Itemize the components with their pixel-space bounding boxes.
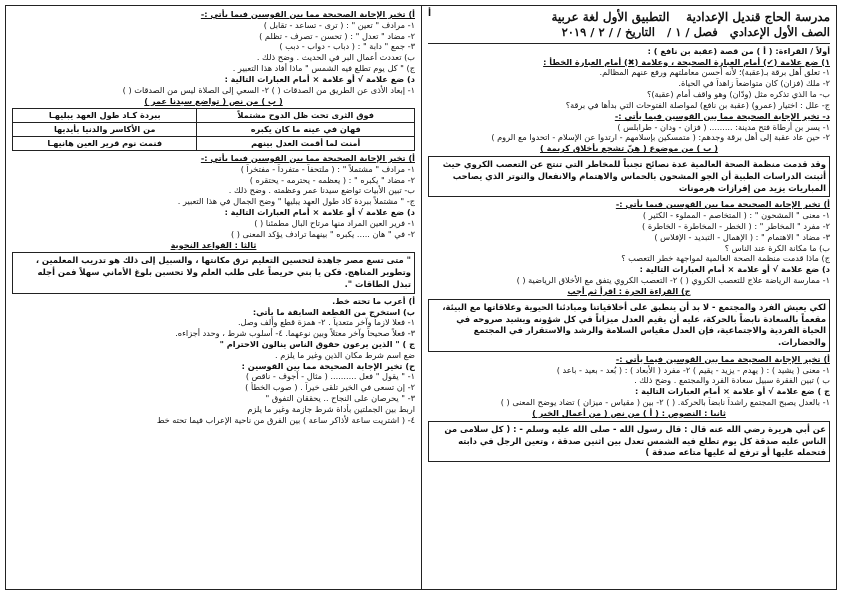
grammar-passage: " متى تسع مصر جاهدة لتحسين التعليم ترق مكانتها ، والسبيل إلى ذلك هو تدريب المعلمين ، وتطوير المناهج. فكن يا بني حريصاً على طلب العلم ولا تحسبن بلوغ الأماني سهلاً فمن أجله تبذل الطاقات ". — [12, 252, 415, 293]
subsection-title: ج) القراءة الحرة : اقرأ ثم أجب — [567, 285, 691, 296]
question-line: اربط بين الجملتين بأداة شرط جازمة وغير ما يلزم — [247, 403, 415, 414]
poem-table — [12, 108, 415, 150]
question-line: ١- ممارسة الرياضة علاج للتعصب الكروي ( ) ٢- التعصب الكروي يتفق مع الأخلاق الرياضية ( ) — [516, 275, 830, 286]
question-line: ٢- إن تسعى في الخير تلقى خيراً . ( صوب الخطأ ) — [245, 382, 415, 393]
left-column — [6, 6, 421, 589]
subsection-title: ( ب ) من نص ( تواضع سيدنا عمر ) — [144, 95, 283, 106]
school-name: مدرسة الحاج قنديل الإعدادية — [686, 10, 830, 24]
question-line: ب) تعددت أعمال البر في الحديث . وضح ذلك . — [256, 52, 415, 63]
question-heading: د) ضع علامة √ أو علامة × أمام العبارات التالية : — [639, 264, 830, 275]
grade-label: الصف الأول الإعدادي — [729, 25, 830, 40]
question-line: ج) ماذا قدمت منظمة الصحة العالمية لمواجهة خطر التعصب ؟ — [621, 253, 830, 264]
question-line: ١- مرادف " تعين " : ( ترى - تساعد - تقابل ) — [263, 19, 415, 30]
question-line: ج) " كل يوم تطلع فيه الشمس " ماذا أفاد هذا التعبير . — [232, 63, 415, 74]
question-heading: أ) أعرب ما تحته خط. — [332, 295, 415, 306]
question-line: ب- تبين الأبيات تواضع سيدنا عمر وعظمته . وضح ذلك . — [228, 185, 415, 196]
poem-hemistich: فنمت نوم قرير العين هانيهـا — [13, 137, 197, 151]
question-line: ١- إبعاد الأذى عن الطريق من الصدقات ( ) ٢- السعي إلى الصلاة ليس من الصدقات ( ) — [122, 84, 415, 95]
question-heading: أ) تخير الإجابة الصحيحة مما بين القوسين فيما يأتي :- — [200, 9, 415, 19]
question-line: ٢- حين عاد عقبة إلى أهل برقة وجدهم: ( متمسكين بإسلامهم - ارتدوا عن الإسلام - اتحدوا مع الروم ) — [491, 132, 830, 143]
hadith-passage: عن أبي هريرة رضي الله عنه قال : قال رسول الله - صلى الله عليه وسلم - : ( كل سلامى من الناس عليه صدقة كل يوم تطلع فيه الشمس تعدل بين اثنين صدقة ، وتعين الرجل في دابته فتحمله عليها أو ترفع له عليها متاعه صدقة ) — [428, 421, 830, 462]
question-heading: ح) تخير الإجابة الصحيحة مما بين القوسين : — [241, 360, 415, 371]
question-line: ١- معنى ( يشيد ) : ( يهدم - يزيد - يقيم ) ٢- مفرد ( الأبعاد ) : ( بُعد - بعيد - باعد ) — [556, 364, 830, 375]
subsection-title: ( ب ) من موضوع ( هنّ تشجع بأخلاق كريمة ) — [540, 143, 718, 154]
right-column — [421, 6, 836, 589]
question-line: ٢- مضاد " يكبره " : ( يعظمه - يحترمه - يحتقره ) — [249, 174, 415, 185]
question-line: ٢- مفرد " المخاطر " : ( الخطر - المخاطرة - الخاطرة ) — [642, 220, 830, 231]
question-line: ١- معنى " المشحون " : ( المتخاصم - المملوء - الكثير ) — [642, 210, 830, 221]
poem-hemistich: ببردة كـاد طول العهد يبليهـا — [13, 109, 197, 123]
question-line: ٣- " يحرصان على النجاح .. يحققان التفوق " — [265, 393, 415, 404]
question-line: ٤- ( اشتريت ساعة لأذاكر ساعة ) بين الفرق من ناحية الإعراب فيما تحته خط — [156, 414, 415, 425]
poem-row — [13, 137, 415, 151]
poem-hemistich: فوق الثرى تحت ظل الدوح مشتملاً — [197, 109, 415, 123]
question-heading: ج ) " الذين يرعون حقوق الناس ينالون الاحترام " — [219, 339, 415, 349]
exam-header — [428, 9, 830, 41]
question-line: ب- ما الذي تذكره مثل (ودّان) وهو واقف أمام (عقبة)؟ — [646, 89, 830, 100]
question-line: ١- " يقول " فعل .......... ( مثال - أجوف - ناقص ) — [245, 371, 415, 382]
question-heading: أ) تخير الإجابة الصحيحة مما بين القوسين فيما يأتي :- — [615, 199, 830, 210]
question-line: ١- فرير العين المراد منها مرتاح البال مطمئنا ( ) — [254, 217, 415, 228]
header-line-2 — [551, 25, 830, 41]
question-heading: د) ضع علامة √ أو علامة × أمام العبارات التالية : — [224, 207, 415, 218]
reading-passage: وقد قدمت منظمة الصحة العالمية عدة نصائح تجنباً للمخاطر التي تنتج عن التعصب الكروي حيث أثبتت الدراسات الطبية أن الجو المشحون بالحماس والاهتمام والانفعال والتوتر الذي يصاحب المباريات يزيد من إفرازات هرمونات — [428, 156, 830, 197]
poem-row — [13, 123, 415, 137]
question-heading: د) ضع علامة √ أو علامة × أمام العبارات التالية : — [224, 73, 415, 84]
question-heading: أ) تخير الإجابة الصحيحة مما بين القوسين فيما يأتي :- — [200, 152, 415, 163]
question-line: ١- فعلا لازماً وآخر متعدياً . ٢- همزة قطع وألف وصل. — [237, 317, 415, 328]
subsection-title: ثانيا : النصوص : ( أ ) من نص ( من أعمال الخير ) — [532, 407, 726, 418]
chapter-label: فصل / ١ / — [666, 25, 718, 40]
question-line: ١- تعلق أهل برقة بـ(عقبة)؛ لأنه أحسن معاملتهم ورفع عنهم المظالم. — [599, 67, 830, 78]
exam-title: التطبيق الأول لغة عربية — [551, 10, 670, 24]
date-label: التاريخ / / ٢ / ٢٠١٩ — [561, 25, 655, 40]
question-line: ب ) تبين الفقرة سبيل سعادة الفرد والمجتمع . وضح ذلك . — [634, 375, 830, 386]
question-line: ٣- فعلاً صحيحاً وآخر معتلاً وبين نوعهما. ٤- أسلوب شرط ، وحدد أجزاءه. — [175, 328, 415, 339]
poem-hemistich: أمنت لما أقمت العدل بينهم — [197, 137, 415, 151]
question-heading: أ) تخير الإجابة الصحيحة مما بين القوسين فيما يأتي :- — [615, 353, 830, 364]
question-line: ٢- مضاد " تعدل " : ( تحسن - تصرف - تظلم ) — [259, 30, 415, 41]
question-heading: د- تخير الإجابة الصحيحة مما بين القوسين فيما يأتي :- — [614, 110, 830, 121]
question-heading: ١) ضع علامة (✔) أمام العبارة الصحيحة ، وعلامة (✖) أمام العبارة الخطأ : — [543, 56, 830, 67]
question-line: ج- علل : اختيار (عمرو) (عقبة بن نافع) لمواصلة الفتوحات التي بدأها في برقة؟ — [565, 99, 830, 110]
question-heading: ب) استخرج من القطعة السابقة ما يأتي: — [252, 306, 415, 317]
question-line: ٣- مضاد " الاهتمام " : ( الإهمال - التبديد - الإفلاس ) — [654, 231, 830, 242]
reading-section-title: أولاً / القراءة: ( أ ) من قصة (عقبة بن نافع ) : — [647, 45, 830, 56]
question-line: ١- يسر بن أرطاة فتح مدينة: ......... ( فزان - ودان - طرابلس ) — [617, 121, 830, 132]
free-reading-passage: لكي يعيش الفرد والمجتمع - لا بد أن ينطبق على أخلاقياتنا ومبادئنا الحيوية وعلاقاتها مع البيئة، مقعماً بالسعادة نابضاً بالحركة، عليه أن يقيم العدل ميزاناً في كل شؤونه ويشيد صروحه في الحياة الفردية والاجتماعية، فإن العدل مقياس السلامة والرشد والاستقرار في المجتمع والحضارات. — [428, 299, 830, 352]
poem-row — [13, 109, 415, 123]
question-line: ٢- في " هان ..... يكبره " بينهما ترادف يؤكد المعنى ( ) — [230, 228, 415, 239]
exam-page — [5, 5, 837, 590]
header-divider — [428, 43, 830, 44]
question-line: ضع اسم شرط مكان الذين وغير ما يلزم . — [275, 349, 415, 360]
question-heading: ج ) ضع علامة √ أو علامة × أمام العبارات التالية : — [635, 386, 830, 397]
question-line: ١- مرادف " مشتملاً " : ( ملتحفاً - متفرداً - مفتخراً ) — [240, 163, 415, 174]
question-line: ب) ما مكانة الكرة عند الناس ؟ — [724, 242, 830, 253]
question-line: ج- " مشتملاً ببردة كاد طول العهد يبليها " وضح الجمال في هذا التعبير . — [177, 196, 415, 207]
question-line: ٣- جمع " دابة " : ( دباب - دواب - دبب ) — [279, 41, 415, 52]
question-line: ٢- ملك (فزان) كان متواضعاً زاهداً في الحياة. — [678, 78, 830, 89]
corner-mark: أ — [428, 9, 432, 19]
grammar-section-title: ثالثا : القواعد النحوية — [170, 239, 257, 250]
poem-hemistich: من الأكاسر والدنيا بأيديها — [13, 123, 197, 137]
question-line: ١- بالعدل يصبح المجتمع راشداً نابضاً بالحركة. ( ) ٢- بين ( مقياس - ميزان ) تضاد يوضح المعنى ( ) — [500, 397, 830, 408]
poem-hemistich: فهان في عينه ما كان يكبره — [197, 123, 415, 137]
header-line-1 — [551, 9, 830, 25]
